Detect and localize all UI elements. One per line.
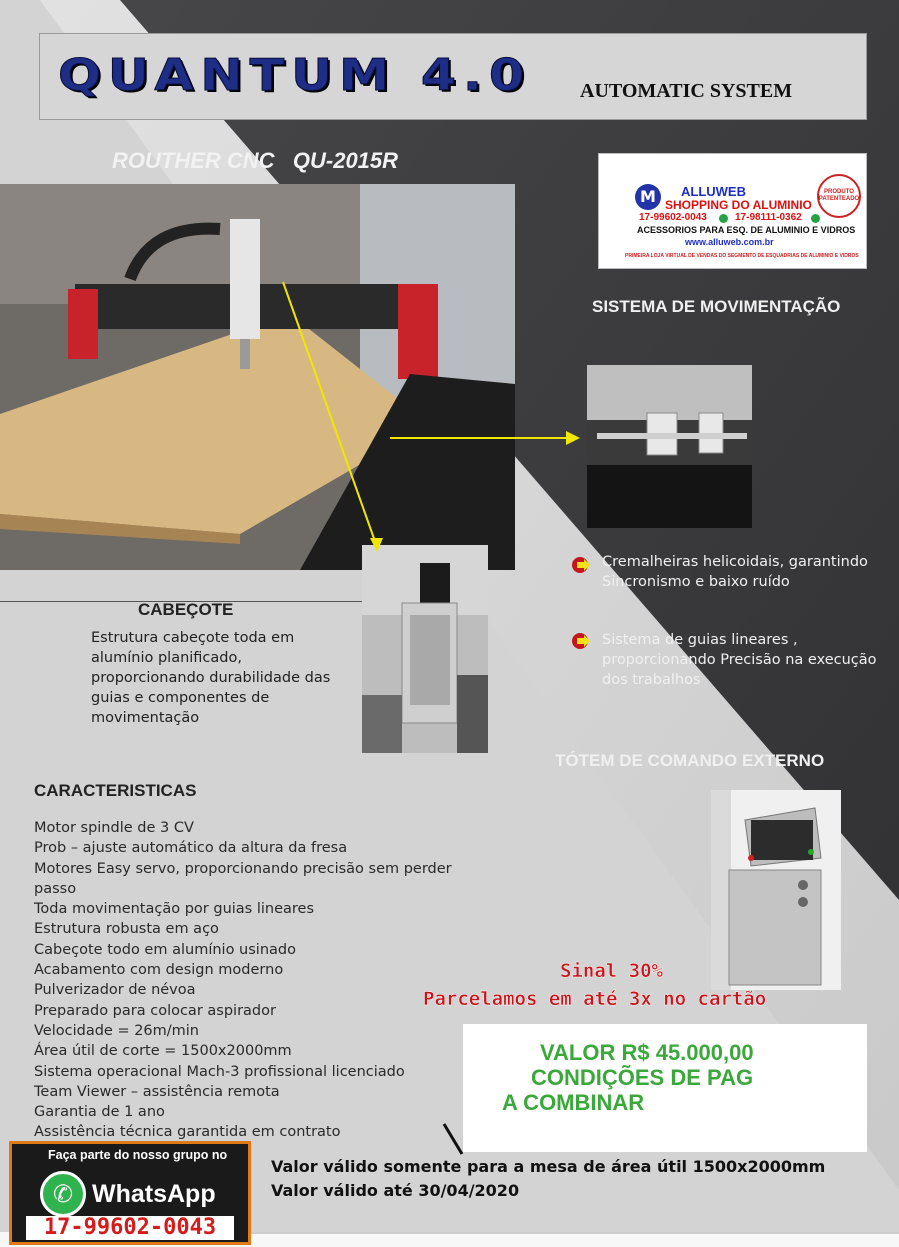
whatsapp-icon: ✆ [40,1171,86,1217]
features-list [34,818,474,1143]
logo-name: ALLUWEB [681,184,746,199]
feature-item: Team Viewer – assistência remota [34,1083,280,1100]
validity-line-1: Valor válido somente para a mesa de área útil 1500x2000mm [271,1157,826,1176]
feature-item: Garantia de 1 ano [34,1104,165,1121]
payment-conditions: CONDIÇÕES DE PAG [531,1065,754,1090]
head-heading: CABEÇOTE [138,600,234,619]
whatsapp-number[interactable]: 17-99602-0043 [26,1216,234,1240]
logo-description: ACESSORIOS PARA ESQ. DE ALUMINIO E VIDROS [637,225,856,235]
whatsapp-small-icon [811,214,820,223]
installments-text: Parcelamos em até 3x no cartão [423,988,767,1010]
feature-item: Preparado para colocar aspirador [34,1002,276,1019]
whatsapp-label: WhatsApp [92,1180,216,1208]
footer-line [251,1232,899,1234]
product-subtitle: AUTOMATIC SYSTEM [580,80,793,102]
head-description: Estrutura cabeçote toda em alumínio planificado, proporcionando durabilidade das guias e componentes de movimentação [91,630,331,726]
arrow-bullet-icon [572,557,592,573]
totem-heading: TÓTEM DE COMANDO EXTERNO [555,751,825,770]
model-name: ROUTHER CNC QU-2015R [112,148,399,173]
control-totem-photo [711,790,841,990]
logo-tagline: SHOPPING DO ALUMINIO [665,198,812,212]
movement-item-2: Sistema de guias lineares , proporcionando Precisão na execução dos trabalhos [602,632,877,688]
logo-phone-1: 17-99602-0043 [639,212,707,223]
movement-item-1: Cremalheiras helicoidais, garantindo Sincronismo e baixo ruído [602,554,868,590]
arrow-to-rail-tip [566,431,580,445]
down-payment-text: Sinal 30% [560,960,663,982]
feature-item: Velocidade = 26m/min [34,1022,200,1039]
pointer-mark [440,1122,470,1158]
feature-item: Motores Easy servo, proporcionando precisão sem perder passo [34,860,452,897]
product-title: QUANTUM 4.0 [58,50,532,101]
logo-phone-2: 17-98111-0362 [735,212,802,223]
feature-item: Acabamento com design moderno [34,962,284,979]
feature-item: Sistema operacional Mach-3 profissional licenciado [34,1063,405,1080]
whatsapp-invite-text: Faça parte do nosso grupo no [48,1148,228,1162]
arrow-to-head [283,282,377,547]
feature-item: Prob – ajuste automático da altura da fresa [34,840,348,857]
alluweb-logo [598,153,867,269]
logo-m-icon: M [635,184,661,210]
payment-negotiable: A COMBINAR [502,1090,645,1115]
whatsapp-small-icon [719,214,728,223]
feature-item: Toda movimentação por guias lineares [34,901,315,918]
validity-note [271,1155,825,1203]
feature-item: Motor spindle de 3 CV [34,820,194,836]
feature-item: Assistência técnica garantida em contrato [34,1124,341,1141]
logo-url: www.alluweb.com.br [685,237,774,247]
arrow-bullet-icon [572,633,592,649]
features-heading: CARACTERISTICAS [34,781,197,800]
feature-item: Pulverizador de névoa [34,982,196,999]
patent-badge: PRODUTO PATENTEADO [817,174,861,218]
feature-item: Estrutura robusta em aço [34,921,219,938]
validity-line-2: Valor válido até 30/04/2020 [271,1181,520,1200]
logo-footer: PRIMEIRA LOJA VIRTUAL DE VENDAS DO SEGMENTO DE ESQUADRIAS DE ALUMINIO E VIDROS [625,253,859,259]
feature-item: Área útil de corte = 1500x2000mm [34,1043,292,1060]
feature-item: Cabeçote todo em alumínio usinado [34,941,296,958]
arrow-to-head-tip [370,538,383,552]
whatsapp-group-banner[interactable] [9,1141,251,1245]
movement-heading: SISTEMA DE MOVIMENTAÇÃO [592,297,841,316]
price-value: VALOR R$ 45.000,00 [540,1040,754,1065]
